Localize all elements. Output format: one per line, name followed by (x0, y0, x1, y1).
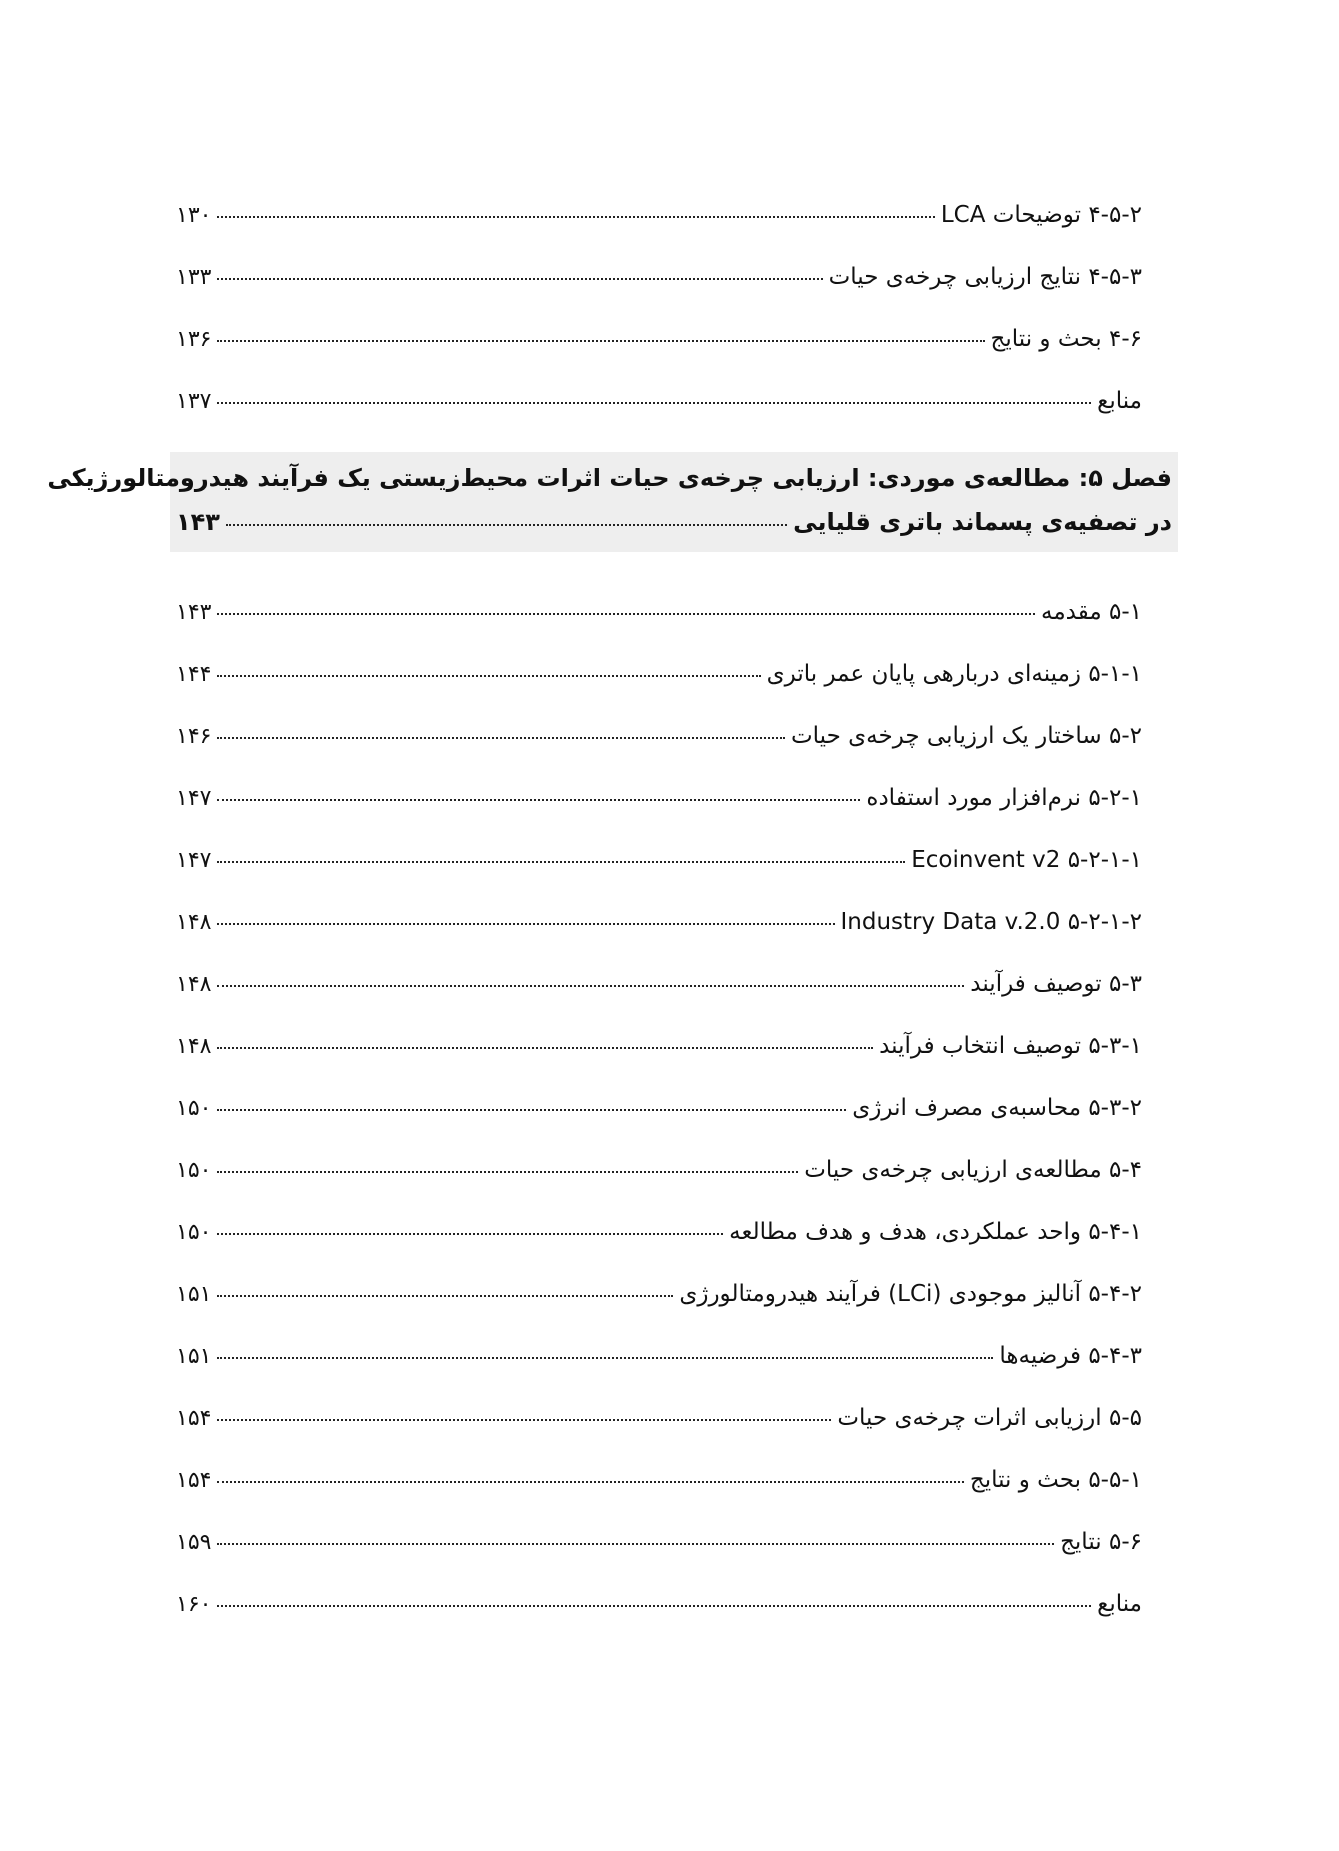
dot-leader (217, 1047, 873, 1049)
chapter-page: ۱۴۳ (176, 508, 220, 536)
toc-entry-title: ۵-۲-۱-۱ Ecoinvent v2 (911, 847, 1142, 873)
dot-leader (217, 402, 1091, 404)
toc-entry[interactable] (176, 1336, 1142, 1376)
toc-entry[interactable] (176, 381, 1142, 421)
toc-entry-page: ۱۴۸ (176, 910, 212, 935)
chapter-heading[interactable] (47, 452, 1178, 552)
toc-entry-title: ۴-۵-۳ نتایج ارزیابی چرخه‌ی حیات (828, 264, 1142, 290)
toc-entry[interactable] (176, 1150, 1142, 1190)
dot-leader (217, 1605, 1091, 1607)
toc-entry[interactable] (176, 257, 1142, 297)
toc-entry-title: ۵-۳-۱ توصیف انتخاب فرآیند (879, 1033, 1142, 1059)
dot-leader (217, 1233, 723, 1235)
toc-entry-title: ۵-۴ مطالعه‌ی ارزیابی چرخه‌ی حیات (804, 1157, 1142, 1183)
toc-entry-page: ۱۴۶ (176, 724, 212, 749)
toc-entry-page: ۱۴۷ (176, 786, 212, 811)
toc-entry-title: ۵-۱-۱ زمینه‌ای دربارهی پایان عمر باتری (766, 661, 1142, 687)
toc-entry[interactable] (176, 1460, 1142, 1500)
toc-entry-title: ۵-۳ توصیف فرآیند (970, 971, 1142, 997)
toc-entry-title: ۵-۶ نتایج (1060, 1529, 1142, 1555)
toc-entry-page: ۱۵۱ (176, 1282, 212, 1307)
dot-leader (217, 1543, 1054, 1545)
dot-leader (217, 861, 905, 863)
toc-entry-page: ۱۳۰ (176, 203, 212, 228)
toc-entry-title: ۵-۲-۱-۲ Industry Data v.2.0 (840, 909, 1142, 935)
toc-entry-title: ۵-۵ ارزیابی اثرات چرخه‌ی حیات (837, 1405, 1142, 1431)
dot-leader (217, 737, 785, 739)
toc-entry[interactable] (176, 716, 1142, 756)
toc-entry-title: ۴-۵-۲ توضیحات LCA (940, 202, 1142, 228)
toc-entry[interactable] (176, 1274, 1142, 1314)
toc-entry-page: ۱۳۳ (176, 265, 212, 290)
toc-entry[interactable] (176, 902, 1142, 942)
toc-entry-page: ۱۴۳ (176, 600, 212, 625)
toc-entry[interactable] (176, 1026, 1142, 1066)
toc-entry[interactable] (176, 592, 1142, 632)
toc-entry[interactable] (176, 1584, 1142, 1624)
dot-leader (217, 1419, 831, 1421)
dot-leader (217, 613, 1035, 615)
toc-entry-page: ۱۴۴ (176, 662, 212, 687)
toc-entry[interactable] (176, 1522, 1142, 1562)
toc-entry-title: ۵-۴-۱ واحد عملکردی، هدف و هدف مطالعه (729, 1219, 1142, 1245)
dot-leader (217, 799, 860, 801)
dot-leader (217, 1481, 963, 1483)
toc-entry-title: ۵-۲-۱ نرم‌افزار مورد استفاده (866, 785, 1142, 811)
toc-entry-page: ۱۵۱ (176, 1344, 212, 1369)
toc-entry-title: ۵-۱ مقدمه (1040, 599, 1142, 625)
toc-entry-title: ۵-۲ ساختار یک ارزیابی چرخه‌ی حیات (791, 723, 1142, 749)
chapter-title-line-2 (176, 502, 1172, 542)
toc-entry-page: ۱۵۰ (176, 1158, 212, 1183)
toc-entry-page: ۱۵۰ (176, 1096, 212, 1121)
toc-entry-page: ۱۵۹ (176, 1530, 212, 1555)
toc-entry-page: ۱۳۷ (176, 389, 212, 414)
dot-leader (226, 524, 787, 526)
toc-entry[interactable] (176, 319, 1142, 359)
toc-entry[interactable] (176, 964, 1142, 1004)
toc-entry-title: ۵-۳-۲ محاسبه‌ی مصرف انرژی (852, 1095, 1142, 1121)
toc-entry[interactable] (176, 778, 1142, 818)
toc-entry[interactable] (176, 1088, 1142, 1128)
dot-leader (217, 1171, 798, 1173)
toc-entry-page: ۱۴۷ (176, 848, 212, 873)
toc-entry-page: ۱۵۴ (176, 1406, 212, 1431)
toc-entry-page: ۱۶۰ (176, 1592, 212, 1617)
dot-leader (217, 985, 964, 987)
toc-entry-page: ۱۴۸ (176, 972, 212, 997)
toc-entry-title: ۵-۵-۱ بحث و نتایج (969, 1467, 1142, 1493)
toc-entry[interactable] (176, 840, 1142, 880)
dot-leader (217, 923, 834, 925)
dot-leader (217, 1357, 993, 1359)
toc-entry-page: ۱۴۸ (176, 1034, 212, 1059)
chapter-title-line-1: فصل ۵: مطالعه‌ی موردی: ارزیابی چرخه‌ی حیات اثرات محیط‌زیستی یک فرآیند هیدرومتالورژیکی (47, 464, 1172, 492)
toc-entry-title: ۵-۴-۲ آنالیز موجودی (LCi) فرآیند هیدرومتالورژی (679, 1281, 1142, 1307)
toc-entry-title: منابع (1097, 388, 1142, 414)
dot-leader (217, 675, 760, 677)
toc-entry-title: ۵-۴-۳ فرضیه‌ها (999, 1343, 1142, 1369)
toc-entry-page: ۱۵۰ (176, 1220, 212, 1245)
toc-entry-page: ۱۳۶ (176, 327, 212, 352)
dot-leader (217, 1109, 846, 1111)
dot-leader (217, 278, 822, 280)
toc-entry[interactable] (176, 1212, 1142, 1252)
toc-entry[interactable] (176, 654, 1142, 694)
toc-entry-page: ۱۵۴ (176, 1468, 212, 1493)
toc-entry-title: ۴-۶ بحث و نتایج (990, 326, 1142, 352)
dot-leader (217, 1295, 673, 1297)
toc-entry[interactable] (176, 195, 1142, 235)
chapter-title-continued: در تصفیه‌ی پسماند باتری قلیایی (793, 508, 1172, 536)
toc-entry-title: منابع (1097, 1591, 1142, 1617)
dot-leader (217, 340, 984, 342)
toc-entry[interactable] (176, 1398, 1142, 1438)
dot-leader (217, 216, 934, 218)
